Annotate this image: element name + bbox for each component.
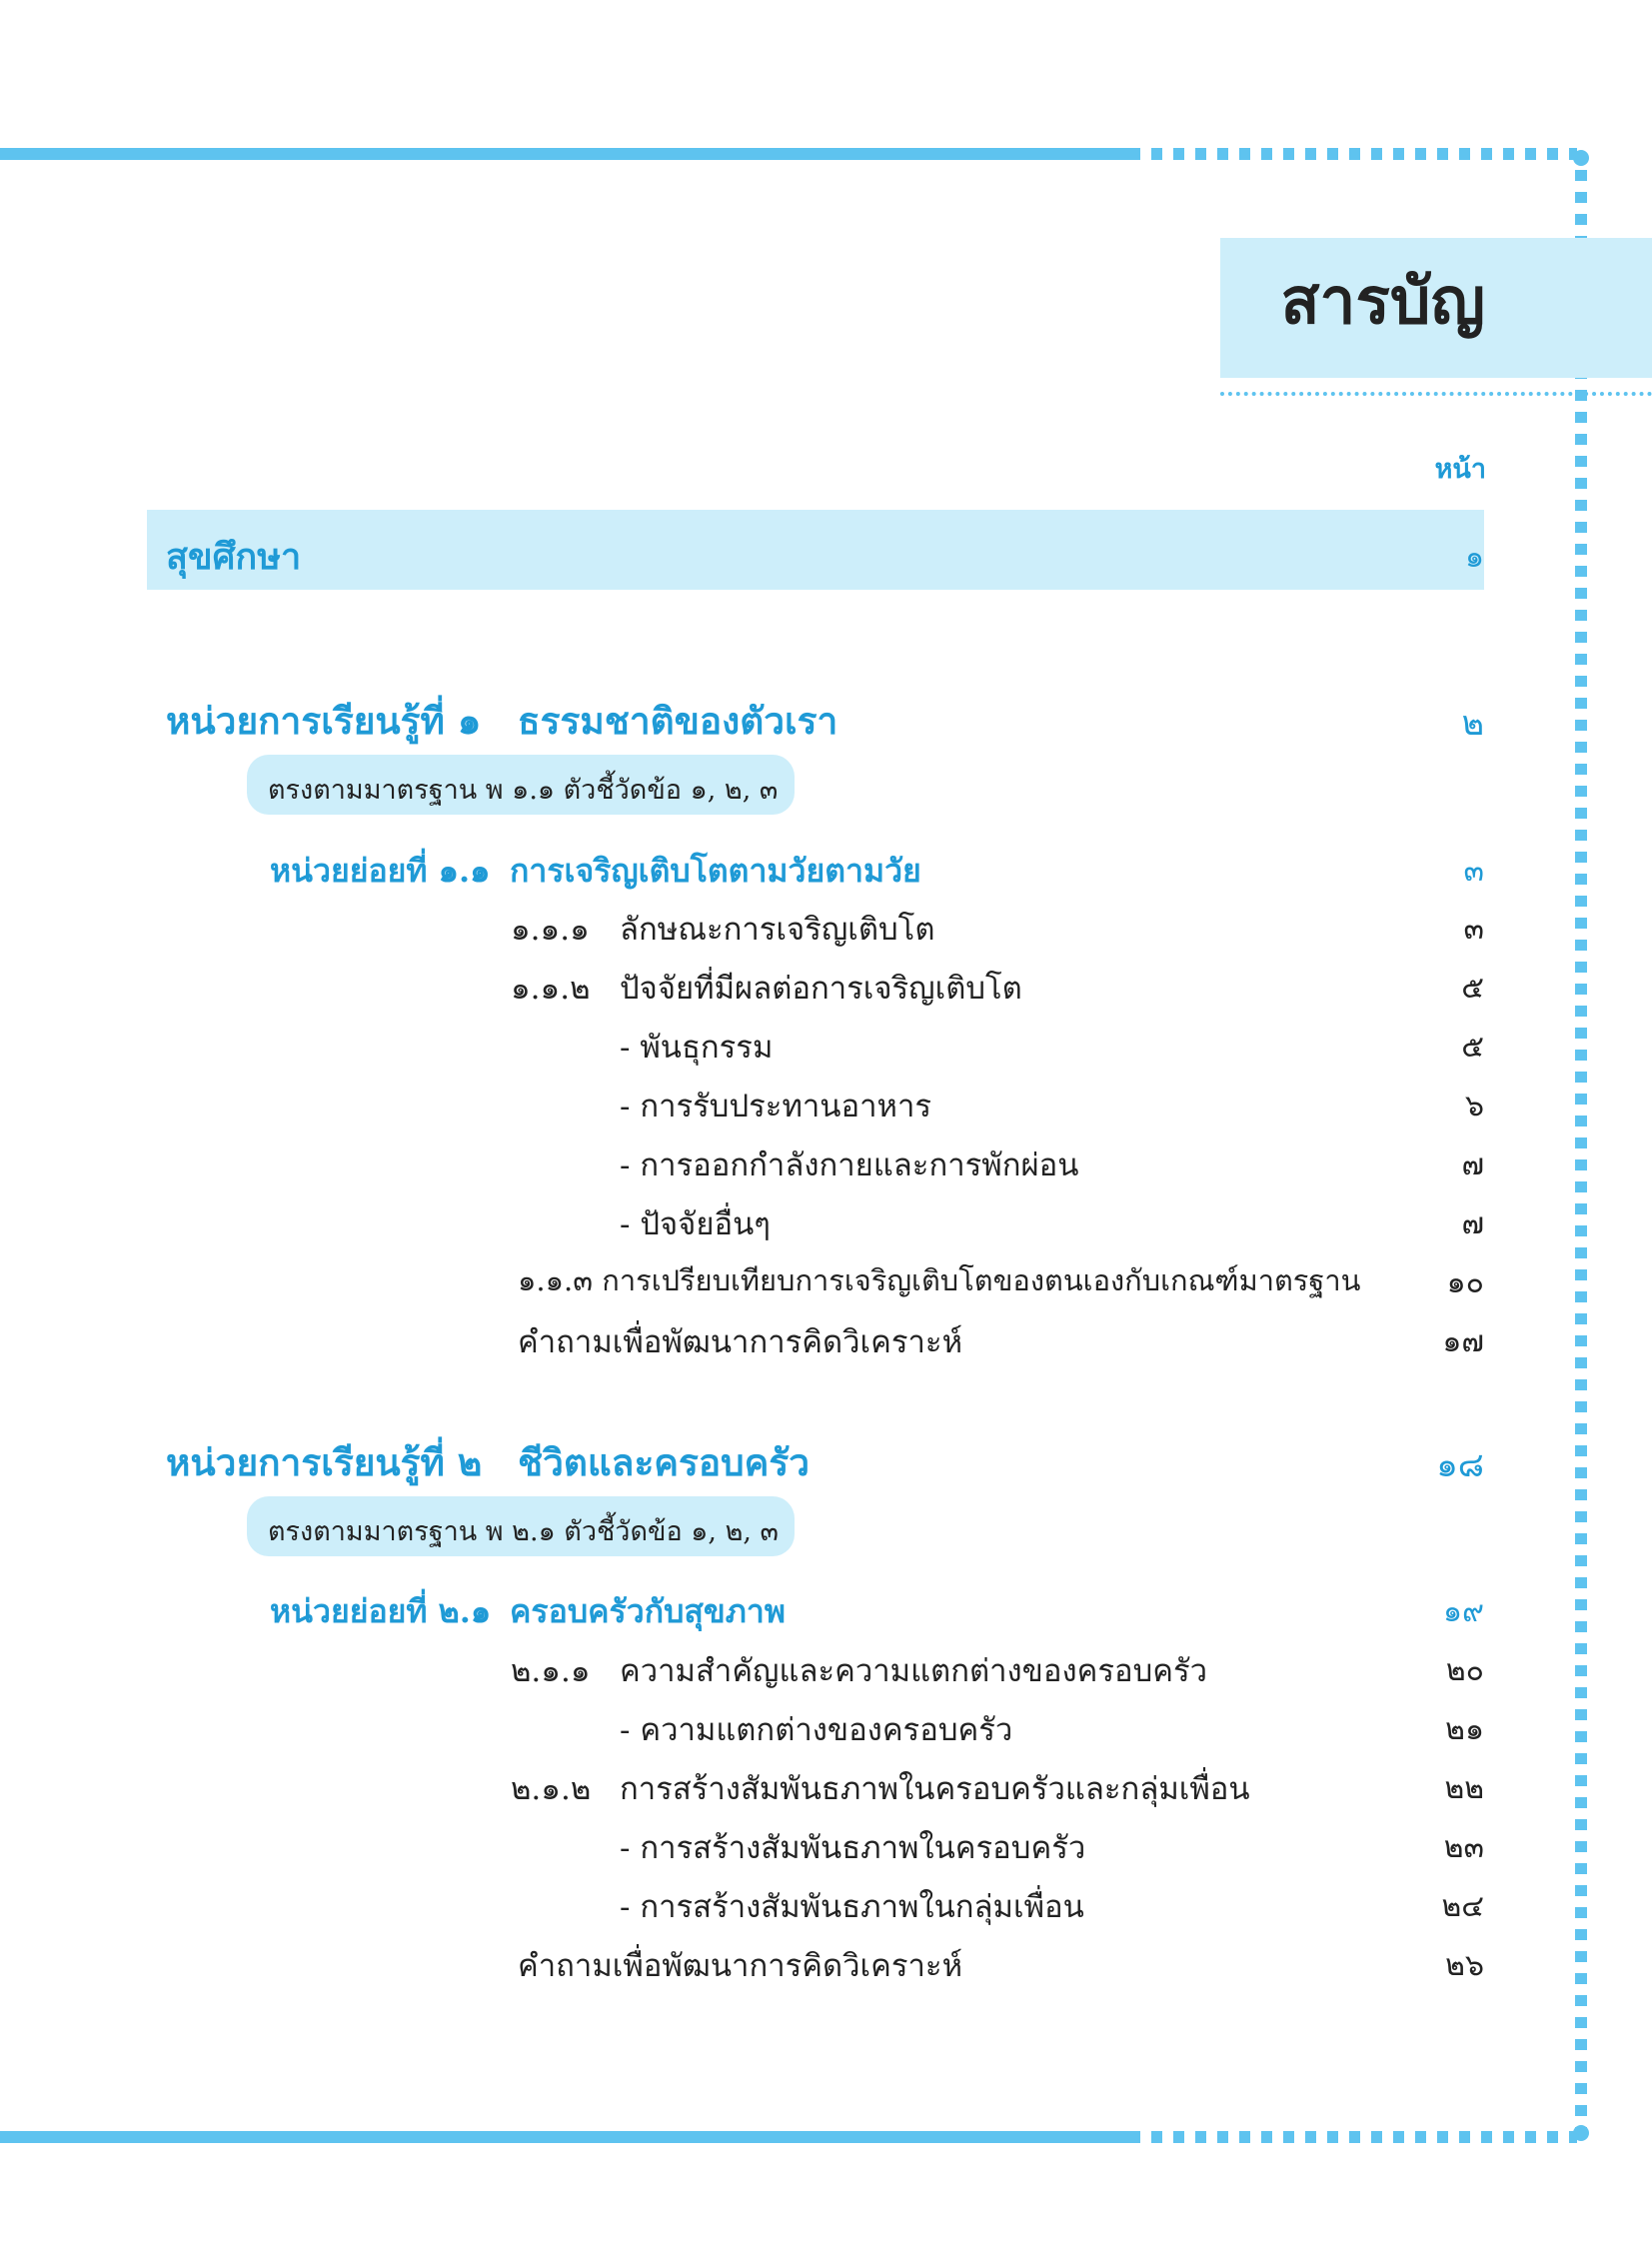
toc-item-page: ๒๐ — [1445, 1653, 1484, 1688]
toc-item-page: ๓ — [1463, 912, 1484, 947]
unit-title: ชีวิตและครอบครัว — [518, 1440, 811, 1484]
toc-item-number: ๑.๑.๒ — [511, 971, 591, 1007]
toc-item-text: คำถามเพื่อพัฒนาการคิดวิเคราะห์ — [518, 1948, 963, 1984]
top-border-solid — [0, 148, 1129, 160]
unit-title: ธรรมชาติของตัวเรา — [518, 699, 838, 743]
toc-item-page: ๒๖ — [1445, 1948, 1484, 1983]
toc-item-text: - การรับประทานอาหาร — [620, 1089, 932, 1125]
toc-item-text: ความสำคัญและความแตกต่างของครอบครัว — [620, 1653, 1208, 1689]
bottom-border-dotted — [1129, 2131, 1577, 2143]
toc-item-text: ๑.๑.๓ การเปรียบเทียบการเจริญเติบโตของตนเองกับเกณฑ์มาตรฐาน — [518, 1263, 1361, 1297]
toc-item-page: ๑๗ — [1442, 1324, 1484, 1359]
toc-item-text: - การออกกำลังกายและการพักผ่อน — [620, 1147, 1079, 1183]
standard-text: ตรงตามมาตรฐาน พ ๑.๑ ตัวชี้วัดข้อ ๑, ๒, ๓ — [268, 775, 779, 806]
unit-label: หน่วยการเรียนรู้ที่ ๑ — [166, 699, 482, 743]
toc-item-page: ๗ — [1461, 1206, 1484, 1241]
top-border-dotted — [1129, 148, 1577, 160]
right-border-dotted — [1575, 170, 1587, 2129]
section-title: สุขศึกษา — [166, 536, 302, 578]
title-underline — [1220, 392, 1652, 396]
toc-item-page: ๒๔ — [1441, 1889, 1484, 1924]
toc-item-number: ๒.๑.๒ — [511, 1771, 592, 1807]
toc-item-page: ๒๒ — [1444, 1771, 1484, 1806]
toc-item-text: คำถามเพื่อพัฒนาการคิดวิเคราะห์ — [518, 1324, 963, 1360]
toc-item-text: การสร้างสัมพันธภาพในครอบครัวและกลุ่มเพื่อน — [620, 1771, 1250, 1807]
sub-unit-page: ๑๙ — [1442, 1594, 1484, 1629]
page-column-header: หน้า — [1434, 454, 1486, 485]
top-right-corner-dot — [1573, 150, 1589, 166]
toc-item-number: ๒.๑.๑ — [511, 1653, 591, 1689]
sub-unit-label: หน่วยย่อยที่ ๒.๑ — [270, 1592, 492, 1630]
toc-item-page: ๖ — [1464, 1089, 1484, 1124]
unit-page: ๑๘ — [1436, 1445, 1484, 1485]
toc-item-page: ๕ — [1461, 1030, 1484, 1065]
toc-item-text: - การสร้างสัมพันธภาพในกลุ่มเพื่อน — [620, 1889, 1084, 1925]
bottom-border-solid — [0, 2131, 1129, 2143]
unit-page: ๒ — [1461, 704, 1484, 744]
sub-unit-title: ครอบครัวกับสุขภาพ — [510, 1592, 786, 1630]
toc-item-page: ๕ — [1461, 971, 1484, 1006]
standard-text: ตรงตามมาตรฐาน พ ๒.๑ ตัวชี้วัดข้อ ๑, ๒, ๓ — [268, 1516, 779, 1547]
unit-label: หน่วยการเรียนรู้ที่ ๒ — [166, 1440, 483, 1484]
toc-item-number: ๑.๑.๑ — [511, 912, 590, 948]
toc-item-page: ๑๐ — [1446, 1265, 1484, 1300]
toc-item-page: ๒๑ — [1445, 1712, 1484, 1747]
toc-item-text: ปัจจัยที่มีผลต่อการเจริญเติบโต — [620, 971, 1022, 1007]
sub-unit-label: หน่วยย่อยที่ ๑.๑ — [270, 852, 491, 890]
toc-item-page: ๗ — [1461, 1147, 1484, 1182]
toc-item-text: - ความแตกต่างของครอบครัว — [620, 1712, 1013, 1748]
sub-unit-title: การเจริญเติบโตตามวัยตามวัย — [510, 852, 921, 890]
toc-item-text: ลักษณะการเจริญเติบโต — [620, 912, 935, 948]
section-band — [147, 510, 1484, 590]
toc-item-text: - พันธุกรรม — [620, 1030, 774, 1066]
toc-item-text: - ปัจจัยอื่นๆ — [620, 1206, 771, 1242]
section-page: ๑ — [1464, 540, 1484, 575]
toc-item-page: ๒๓ — [1443, 1830, 1484, 1865]
page-title: สารบัญ — [1280, 265, 1485, 339]
sub-unit-page: ๓ — [1463, 854, 1484, 889]
toc-item-text: - การสร้างสัมพันธภาพในครอบครัว — [620, 1830, 1086, 1866]
